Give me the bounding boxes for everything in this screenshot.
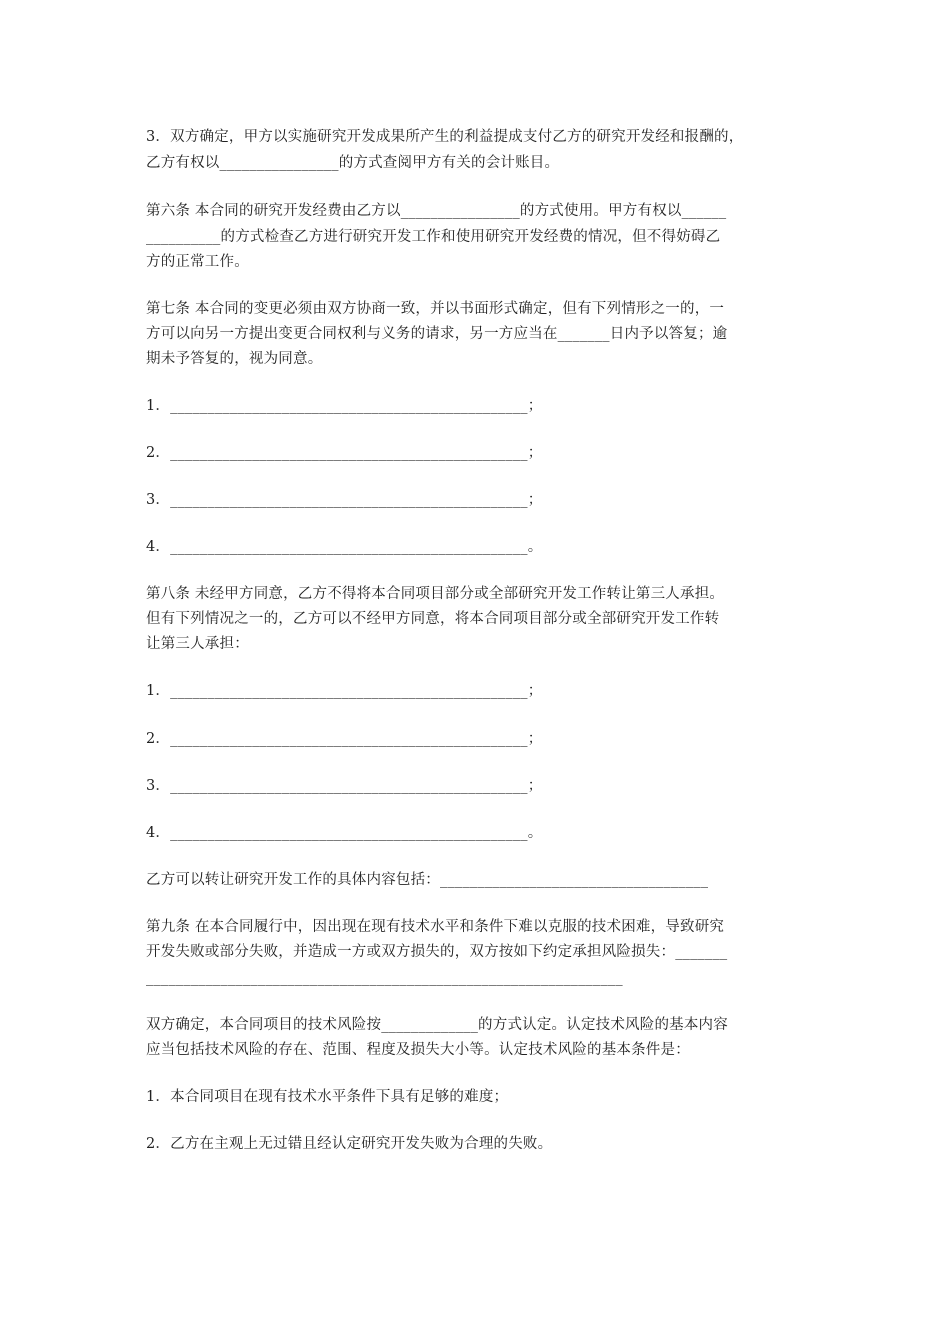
article-9-line-2: 开发失败或部分失败，并造成一方或双方损失的，双方按如下约定承担风险损失：_______ [146, 944, 728, 960]
risk-line-1: 双方确定，本合同项目的技术风险按_____________的方式认定。认定技术风险的基本内容 [146, 1017, 728, 1033]
article-7-item-4: 4．________________________________________________。 [146, 539, 543, 555]
article-7-item-2: 2．________________________________________________； [146, 445, 543, 461]
risk-condition-2: 2．乙方在主观上无过错且经认定研究开发失败为合理的失败。 [146, 1136, 553, 1152]
article-6-line-1: 第六条 本合同的研究开发经费由乙方以________________的方式使用。甲方有权以______ [146, 203, 727, 219]
article-7-line-1: 第七条 本合同的变更必须由双方协商一致，并以书面形式确定，但有下列情形之一的，一 [146, 301, 725, 317]
article-7-item-3: 3．________________________________________________； [146, 492, 543, 508]
risk-line-2: 应当包括技术风险的存在、范围、程度及损失大小等。认定技术风险的基本条件是： [146, 1042, 690, 1058]
article-6-line-2: __________的方式检查乙方进行研究开发工作和使用研究开发经费的情况，但不得妨碍乙 [146, 229, 721, 245]
article-6-line-3: 方的正常工作。 [146, 254, 249, 270]
risk-condition-1: 1．本合同项目在现有技术水平条件下具有足够的难度； [146, 1089, 509, 1105]
article-8-line-1: 第八条 未经甲方同意，乙方不得将本合同项目部分或全部研究开发工作转让第三人承担。 [146, 586, 725, 602]
article-8-line-2: 但有下列情况之一的，乙方可以不经甲方同意，将本合同项目部分或全部研究开发工作转 [146, 611, 720, 627]
clause-3-line-2: 乙方有权以________________的方式查阅甲方有关的会计账目。 [146, 155, 560, 171]
article-7-item-1: 1．________________________________________________； [146, 398, 543, 414]
clause-3-line-1: 3．双方确定，甲方以实施研究开发成果所产生的利益提成支付乙方的研究开发经和报酬的， [146, 129, 744, 145]
article-8-item-3: 3．________________________________________________； [146, 778, 543, 794]
article-7-line-2: 方可以向另一方提出变更合同权利与义务的请求，另一方应当在_______日内予以答复；逾 [146, 326, 728, 342]
transfer-content-line: 乙方可以转让研究开发工作的具体内容包括：____________________________________ [146, 872, 709, 888]
article-8-item-4: 4．________________________________________________。 [146, 825, 543, 841]
article-9-line-3: ________________________________________________________________ [146, 970, 623, 986]
article-8-item-2: 2．________________________________________________； [146, 731, 543, 747]
article-7-line-3: 期未予答复的，视为同意。 [146, 351, 323, 367]
article-8-line-3: 让第三人承担： [146, 636, 249, 652]
article-9-line-1: 第九条 在本合同履行中，因出现在现有技术水平和条件下难以克服的技术困难，导致研究 [146, 919, 725, 935]
article-8-item-1: 1．________________________________________________； [146, 683, 543, 699]
